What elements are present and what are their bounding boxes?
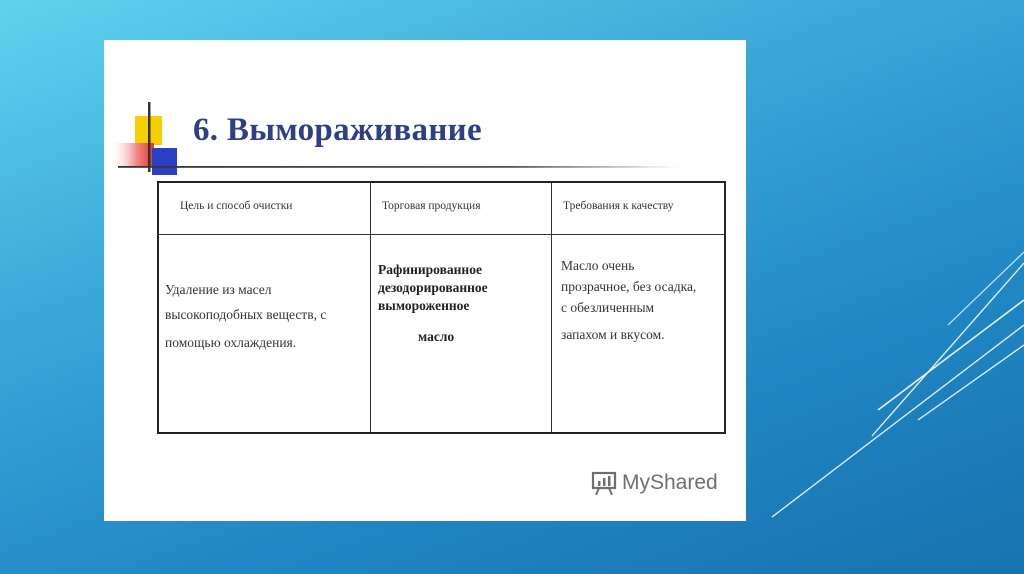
column-divider bbox=[551, 183, 552, 432]
table-header-quality: Требования к качеству bbox=[563, 200, 674, 212]
cell-line: запахом и вкусом. bbox=[561, 327, 665, 342]
cell-line: Рафинированное bbox=[378, 262, 482, 277]
slide-title: 6. Вымораживание bbox=[193, 112, 482, 148]
watermark-text: MyShared bbox=[622, 471, 718, 494]
cell-line: вымороженное bbox=[378, 298, 470, 313]
cell-line: Масло очень bbox=[561, 258, 635, 273]
cell-line: прозрачное, без осадка, bbox=[561, 279, 697, 294]
cell-line: высокоподобных веществ, с bbox=[165, 307, 327, 322]
table-header-product: Торговая продукция bbox=[382, 200, 481, 212]
cell-line: помощью охлаждения. bbox=[165, 335, 297, 350]
table-cell-goal bbox=[165, 277, 365, 355]
cell-line: масло bbox=[418, 329, 455, 344]
slide-content bbox=[104, 40, 746, 521]
table-cell-product bbox=[378, 261, 548, 346]
cell-line: дезодорированное bbox=[378, 280, 488, 295]
info-table bbox=[157, 181, 726, 434]
presentation-board-icon bbox=[591, 470, 617, 496]
table-cell-quality bbox=[561, 255, 726, 345]
table-header-goal: Цель и способ очистки bbox=[180, 200, 293, 212]
cell-line: с обезличенным bbox=[561, 300, 655, 315]
column-divider bbox=[370, 183, 371, 432]
myshared-watermark bbox=[591, 470, 718, 496]
cell-line: Удаление из масел bbox=[165, 282, 272, 297]
